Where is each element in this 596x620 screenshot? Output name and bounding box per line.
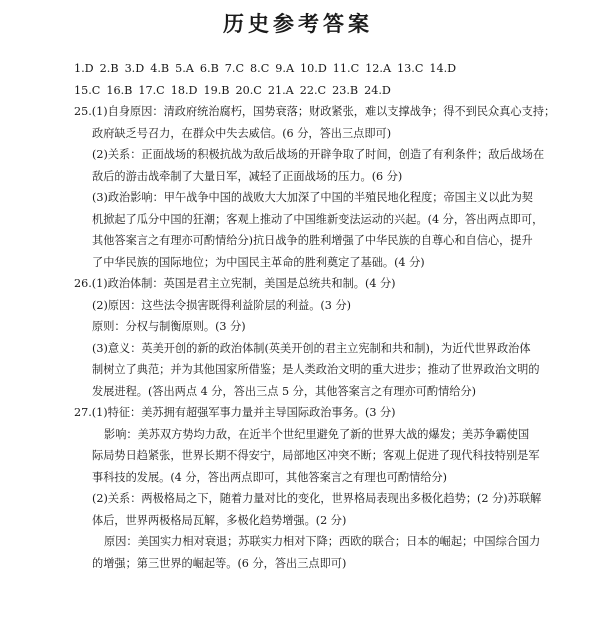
choice-answer: 12.A bbox=[365, 62, 392, 75]
answer-line: (2)关系：正面战场的积极抗战为敌后战场的开辟争取了时间，创造了有利条件；敌后战场在 bbox=[92, 148, 545, 161]
answer-line: (2)原因：这些法令损害既得利益阶层的利益。(3 分) bbox=[92, 298, 352, 312]
choice-answer: 14.D bbox=[429, 62, 457, 75]
multiple-choice-row bbox=[0, 58, 596, 80]
answer-line: 其他答案言之有理亦可酌情给分)抗日战争的胜利增强了中华民族的自尊心和自信心，提升 bbox=[92, 234, 533, 247]
answer-line: 26.(1)政治体制：英国是君主立宪制，美国是总统共和制。(4 分) bbox=[74, 277, 396, 290]
answer-content bbox=[0, 58, 596, 574]
choice-answer: 6.B bbox=[199, 62, 219, 75]
choice-answer: 8.C bbox=[250, 62, 270, 75]
answer-line: 事科技的发展。(4 分，答出两点即可，其他答案言之有理也可酌情给分) bbox=[92, 470, 448, 484]
answer-line: (3)意义：英美开创的新的政治体制(英美开创的君主立宪制和共和制)，为近代世界政治体 bbox=[92, 341, 531, 355]
choice-answer: 16.B bbox=[106, 83, 133, 97]
choice-answer: 3.D bbox=[124, 62, 145, 75]
answer-line: 制树立了典范；并为其他国家所借鉴；是人类政治文明的重大进步；推动了世界政治文明的 bbox=[92, 363, 540, 376]
choice-answer: 22.C bbox=[299, 83, 327, 97]
choice-answer: 23.B bbox=[332, 83, 359, 97]
answer-line: 了中华民族的国际地位；为中国民主革命的胜利奠定了基础。(4 分) bbox=[92, 255, 425, 269]
answer-line: (3)政治影响：甲午战争中国的战败大大加深了中国的半殖民地化程度；帝国主义以此为契 bbox=[92, 191, 533, 204]
answer-line: 影响：美苏双方势均力敌，在近半个世纪里避免了新的世界大战的爆发；美苏争霸使国 bbox=[104, 427, 530, 441]
answer-line: 机掀起了瓜分中国的狂潮；客观上推动了中国维新变法运动的兴起。(4 分，答出两点即可， bbox=[92, 212, 544, 226]
answer-line: 的增强；第三世界的崛起等。(6 分，答出三点即可) bbox=[92, 556, 347, 570]
answer-line: (2)关系：两极格局之下，随着力量对比的变化，世界格局表现出多极化趋势；(2 分)苏联解 bbox=[92, 492, 542, 505]
choice-answer: 20.C bbox=[235, 83, 262, 97]
answer-line: 际局势日趋紧张，世界长期不得安宁，局部地区冲突不断；客观上促进了现代科技特别是军 bbox=[92, 449, 540, 462]
choice-answer: 5.A bbox=[175, 62, 194, 75]
answer-line: 原则：分权与制衡原则。(3 分) bbox=[92, 320, 246, 333]
choice-answer: 15.C bbox=[74, 83, 101, 97]
answer-line: 体后，世界两极格局瓦解，多极化趋势增强。(2 分) bbox=[92, 513, 347, 527]
answer-line: 敌后的游击战牵制了大量日军，减轻了正面战场的压力。(6 分) bbox=[92, 169, 403, 183]
choice-answer: 1.D bbox=[74, 62, 94, 75]
page-title: 历史参考答案 bbox=[223, 12, 373, 36]
answer-line: 原因：美国实力相对衰退；苏联实力相对下降；西欧的联合；日本的崛起；中国综合国力 bbox=[104, 535, 541, 548]
choice-answer: 17.C bbox=[138, 83, 165, 97]
choice-answer: 9.A bbox=[275, 62, 295, 75]
choice-answer: 18.D bbox=[170, 83, 198, 97]
choice-answer: 7.C bbox=[224, 62, 245, 75]
choice-answer: 19.B bbox=[203, 83, 230, 97]
answer-line: 25.(1)自身原因：清政府统治腐朽，国势衰落；财政紧张，难以支撑战争；得不到民众真心支持； bbox=[74, 105, 556, 118]
choice-answer: 2.B bbox=[99, 62, 119, 75]
choice-answer: 4.B bbox=[150, 62, 170, 75]
multiple-choice-row bbox=[0, 80, 596, 102]
answer-line: 27.(1)特征：美苏拥有超强军事力量并主导国际政治事务。(3 分) bbox=[74, 406, 396, 419]
choice-answer: 24.D bbox=[364, 83, 391, 97]
answer-line: 发展进程。(答出两点 4 分，答出三点 5 分，其他答案言之有理亦可酌情给分) bbox=[92, 384, 477, 398]
choice-answer: 13.C bbox=[397, 62, 424, 75]
answer-line: 政府缺乏号召力，在群众中失去威信。(6 分，答出三点即可) bbox=[92, 126, 392, 140]
choice-answer: 21.A bbox=[267, 83, 294, 97]
choice-answer: 10.D bbox=[300, 62, 327, 75]
choice-answer: 11.C bbox=[332, 62, 360, 75]
